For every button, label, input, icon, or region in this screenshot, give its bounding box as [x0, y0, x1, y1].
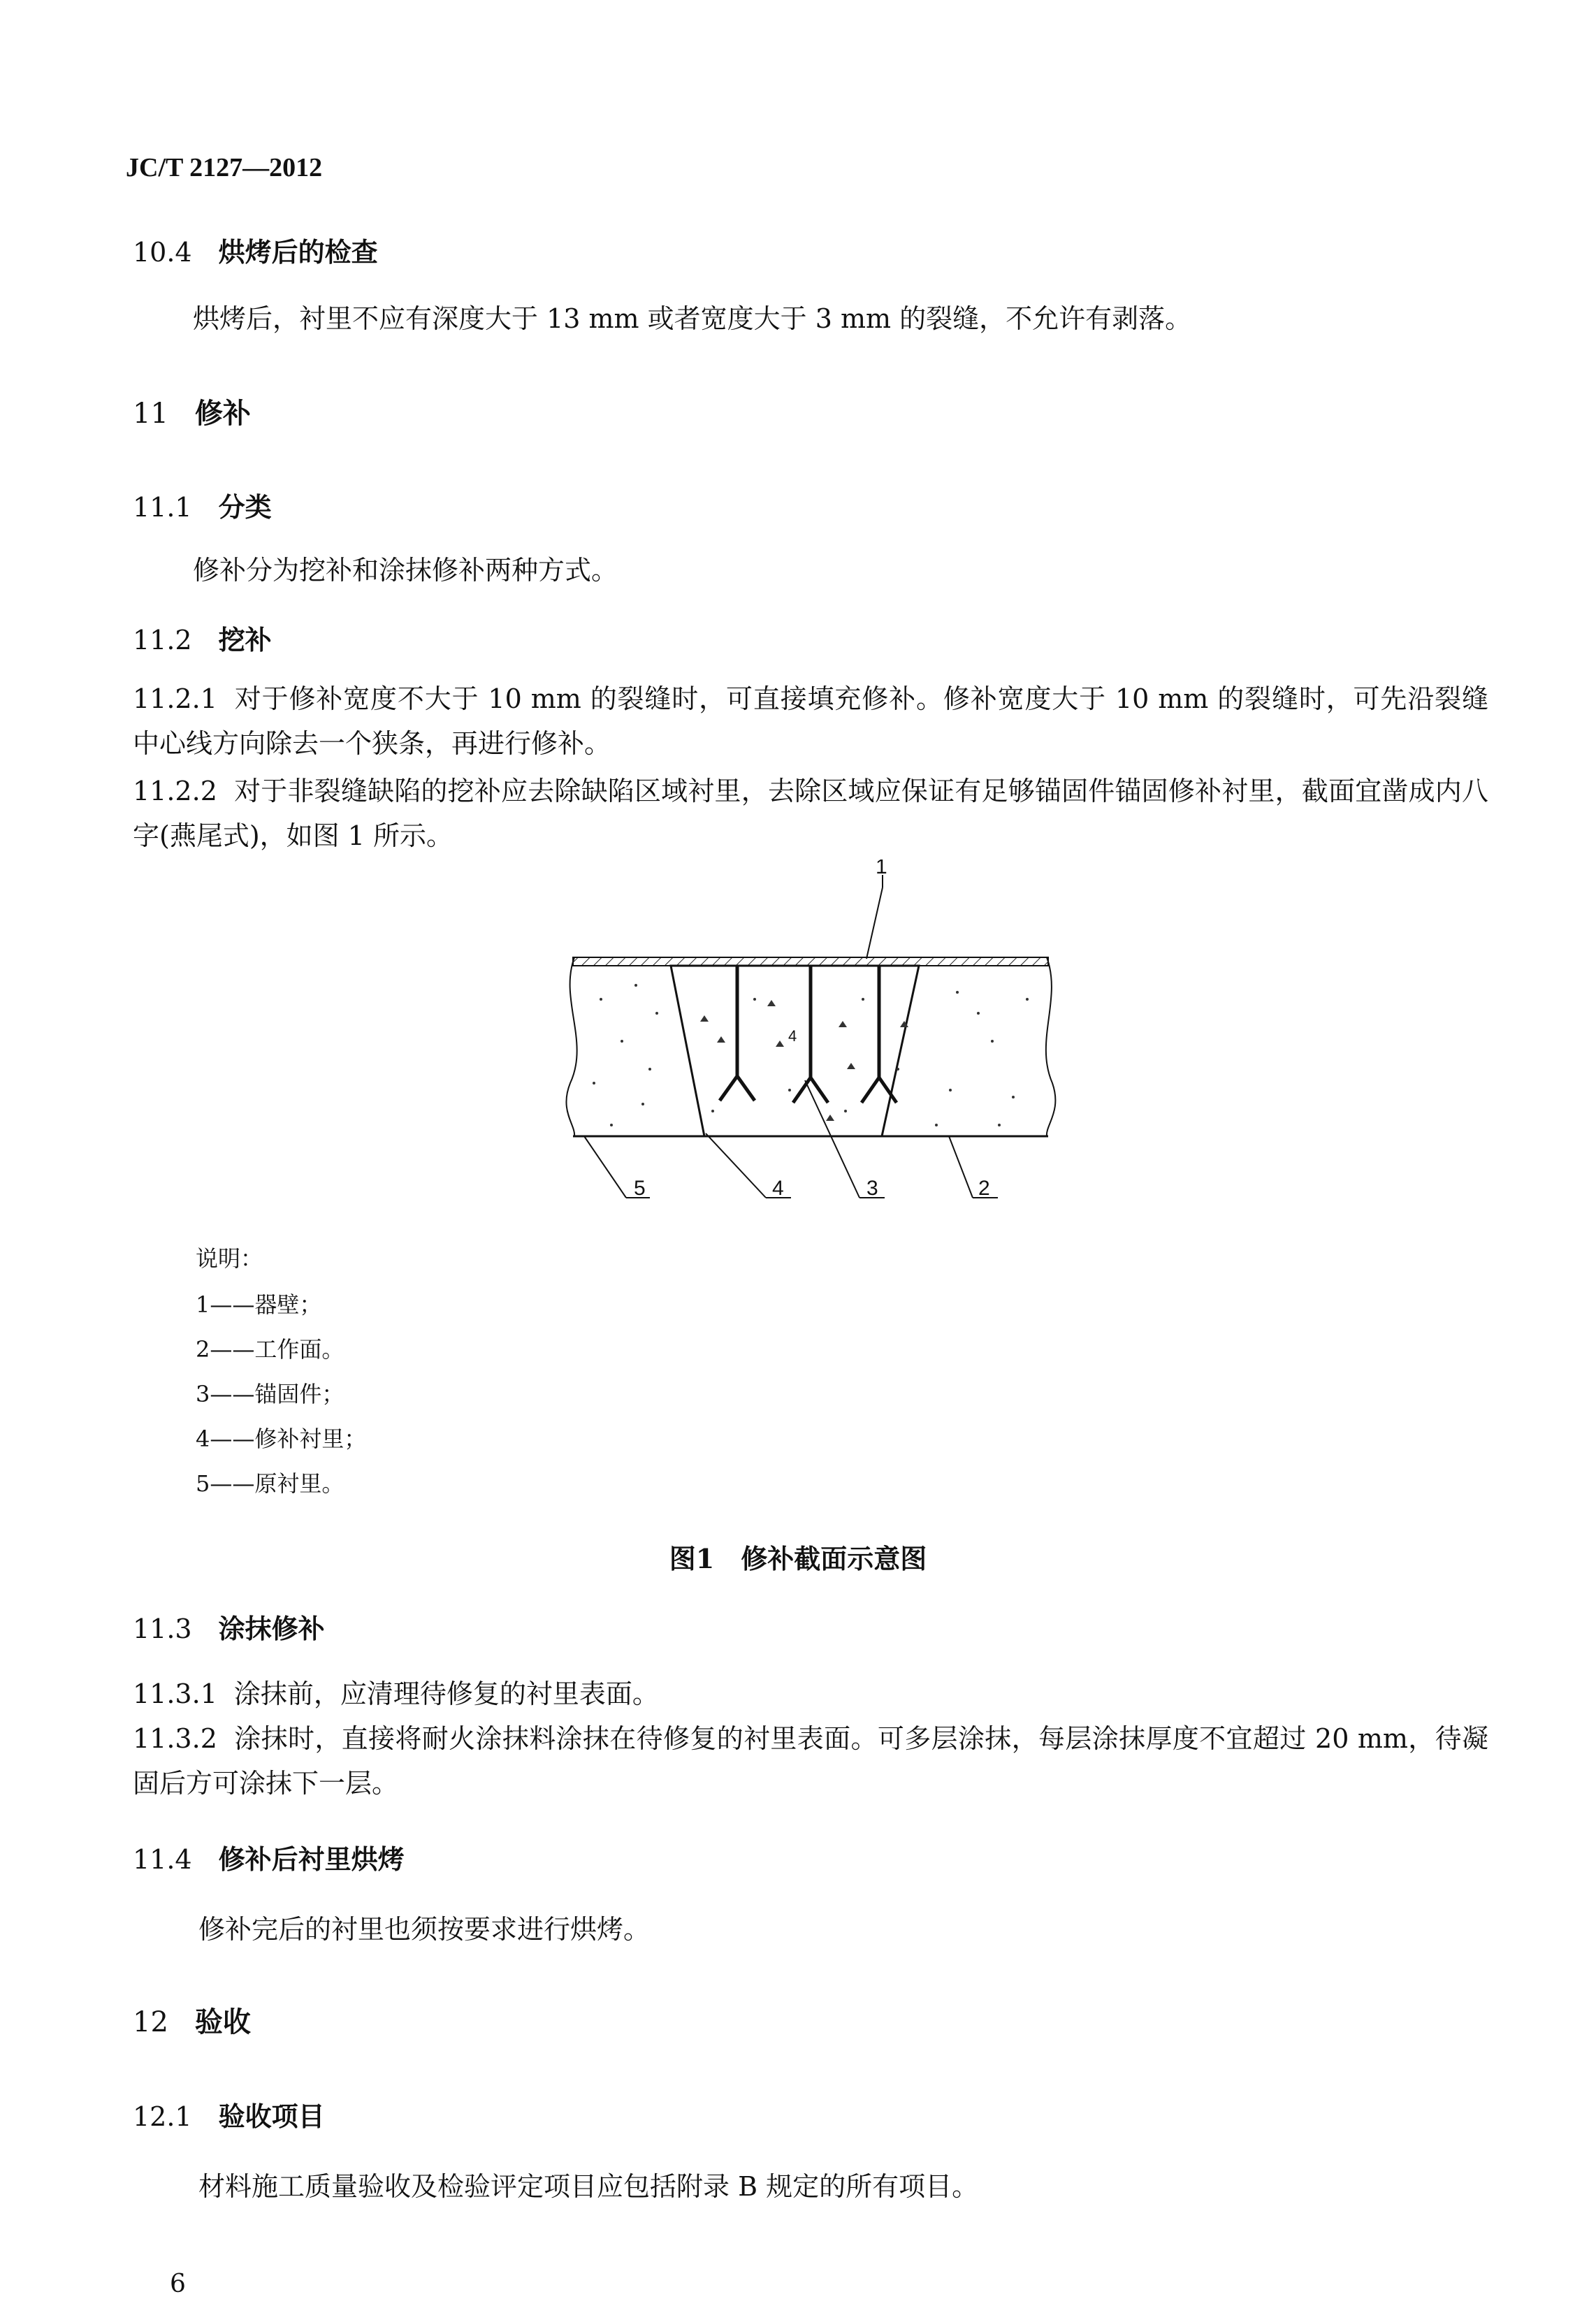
callout-5: 5 [634, 1177, 646, 1200]
legend-title: 说明： [196, 1245, 263, 1272]
section-11-3-2-paragraph [133, 1716, 1488, 1806]
anchor-left [720, 966, 755, 1101]
clause-text: 涂抹时，直接将耐火涂抹料涂抹在待修复的衬里表面。可多层涂抹，每层涂抹厚度不宜超过 20 mm，待凝固后方可涂抹下一层。 [133, 1723, 1488, 1799]
section-11-4-heading [133, 1838, 405, 1876]
section-11-2-heading [133, 618, 272, 657]
legend-item-3: 3——锚固件； [196, 1381, 344, 1407]
section-number: 12.1 [133, 2101, 192, 2132]
section-12-heading [133, 2000, 251, 2040]
left-break-line [566, 957, 576, 1136]
section-11-3-heading [133, 1607, 325, 1646]
legend-item-5: 5——原衬里。 [196, 1470, 344, 1497]
right-break-line [1046, 957, 1056, 1136]
clause-number: 11.2.2 [133, 776, 217, 806]
section-title: 烘烤后的检查 [218, 236, 378, 268]
section-title: 分类 [218, 491, 272, 523]
callout-1: 1 [876, 860, 887, 878]
section-number: 11.2 [133, 625, 192, 655]
section-11-2-2-paragraph [133, 769, 1488, 858]
figure-number: 图1 [669, 1543, 715, 1574]
section-12-1-heading [133, 2095, 325, 2133]
legend-item-2: 2——工作面。 [196, 1336, 344, 1363]
inner-label-4: 4 [788, 1027, 797, 1045]
leader-2 [949, 1136, 973, 1198]
section-number: 11.4 [133, 1844, 192, 1875]
figure-1-caption [0, 1537, 1596, 1576]
repair-lining-zone [671, 966, 919, 1136]
standard-code: JC/T 2127—2012 [126, 153, 323, 182]
section-10-4-text: 烘烤后，衬里不应有深度大于 13 mm 或者宽度大于 3 mm 的裂缝，不允许有剥落。 [193, 303, 1192, 334]
section-11-1-text: 修补分为挖补和涂抹修补两种方式。 [193, 555, 618, 586]
clause-text: 对于修补宽度不大于 10 mm 的裂缝时，可直接填充修补。修补宽度大于 10 mm 的裂缝时，可先沿裂缝中心线方向除去一个狭条，再进行修补。 [133, 683, 1488, 759]
figure-title: 修补截面示意图 [741, 1543, 927, 1574]
clause-number: 11.3.1 [133, 1678, 217, 1709]
leader-3 [805, 1080, 859, 1198]
section-title: 验收 [194, 2006, 251, 2038]
section-11-heading [133, 391, 251, 431]
section-number: 11.3 [133, 1614, 192, 1644]
page-number: 6 [170, 2270, 186, 2298]
legend-item-4: 4——修补衬里； [196, 1426, 367, 1452]
callout-3: 3 [866, 1177, 878, 1200]
legend-item-1: 1——器壁； [196, 1291, 322, 1318]
clause-text: 对于非裂缝缺陷的挖补应去除缺陷区域衬里，去除区域应保证有足够锚固件锚固修补衬里，截面宜凿成内八字(燕尾式)，如图 1 所示。 [133, 776, 1488, 851]
clause-text: 涂抹前，应清理待修复的衬里表面。 [233, 1678, 659, 1709]
section-number: 10.4 [133, 237, 192, 268]
section-number: 11.1 [133, 492, 192, 523]
leader-5 [584, 1136, 626, 1198]
figure-1-diagram [545, 860, 1076, 1223]
section-11-2-1-paragraph [133, 676, 1488, 766]
section-11-3-1-paragraph [133, 1672, 1488, 1716]
section-10-4-heading [133, 231, 378, 269]
section-11-1-heading [133, 486, 272, 524]
section-number: 11 [133, 398, 168, 430]
section-11-4-text: 修补完后的衬里也须按要求进行烘烤。 [198, 1914, 651, 1945]
section-12-1-text: 材料施工质量验收及检验评定项目应包括附录 B 规定的所有项目。 [198, 2171, 979, 2202]
anchor-right [862, 966, 897, 1103]
callout-4: 4 [772, 1177, 784, 1200]
leader-1 [866, 887, 883, 959]
vessel-wall [573, 957, 1048, 966]
section-title: 修补后衬里烘烤 [218, 1843, 405, 1875]
anchor-middle [793, 966, 828, 1103]
section-title: 验收项目 [218, 2101, 325, 2132]
clause-number: 11.2.1 [133, 683, 217, 714]
clause-number: 11.3.2 [133, 1723, 217, 1754]
section-title: 挖补 [218, 624, 272, 655]
section-number: 12 [133, 2006, 168, 2038]
callout-2: 2 [978, 1177, 990, 1200]
section-title: 涂抹修补 [218, 1613, 325, 1644]
leader-4 [706, 1133, 766, 1198]
section-title: 修补 [194, 397, 251, 430]
